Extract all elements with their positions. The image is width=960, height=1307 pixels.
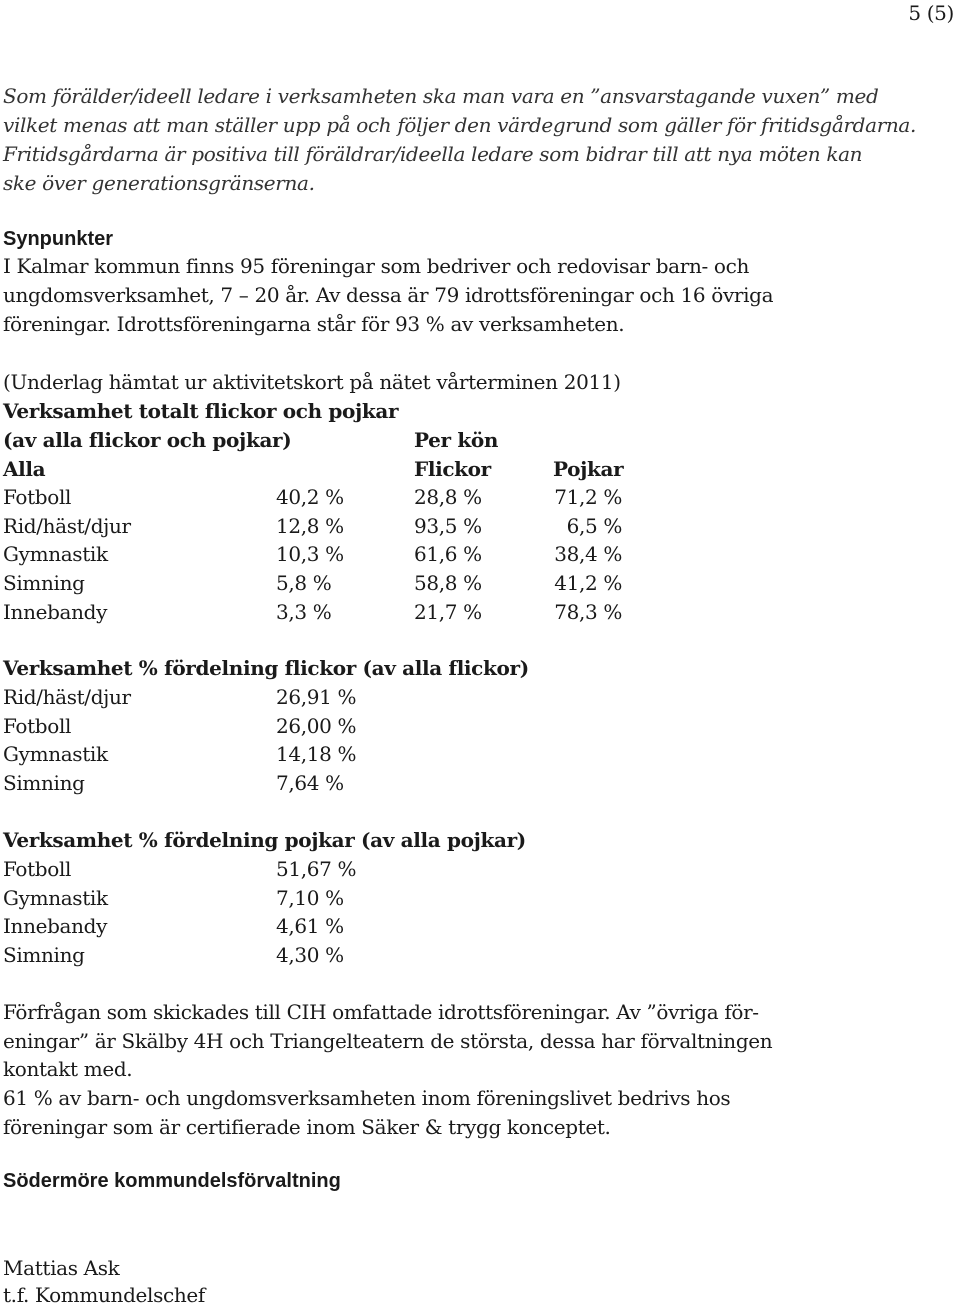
activity-cell: Fotboll (3, 485, 72, 509)
activity-cell: Gymnastik (3, 886, 108, 910)
activity-cell: Innebandy (3, 914, 108, 938)
pojkar-cell: 71,2 % (554, 485, 622, 509)
table-girls-title: Verksamhet % fördelning flickor (av alla flickor) (3, 656, 529, 680)
value-cell: 26,00 % (276, 714, 357, 738)
value-cell: 7,10 % (276, 886, 344, 910)
activity-cell: Simning (3, 943, 85, 967)
pojkar-cell: 41,2 % (554, 571, 622, 595)
table-boys-title: Verksamhet % fördelning pojkar (av alla pojkar) (3, 828, 526, 852)
closing-line: eningar” är Skälby 4H och Triangelteatern de största, dessa har förvaltningen (3, 1029, 773, 1053)
flickor-cell: 21,7 % (414, 600, 482, 624)
activity-cell: Fotboll (3, 714, 72, 738)
activity-cell: Gymnastik (3, 542, 108, 566)
per-kon-label: Per kön (414, 428, 499, 452)
alla-cell: 3,3 % (276, 600, 332, 624)
value-cell: 4,61 % (276, 914, 344, 938)
synpunkter-line: föreningar. Idrottsföreningarna står för 93 % av verksamheten. (3, 312, 625, 336)
alla-cell: 10,3 % (276, 542, 344, 566)
intro-line: Fritidsgårdarna är positiva till föräldrar/ideella ledare som bidrar till att nya möten kan (3, 142, 863, 166)
intro-line: ske över generationsgränserna. (3, 171, 315, 195)
activity-cell: Rid/häst/djur (3, 514, 131, 538)
closing-line: föreningar som är certifierade inom Säker & trygg konceptet. (3, 1115, 611, 1139)
closing-line: 61 % av barn- och ungdomsverksamheten inom föreningslivet bedrivs hos (3, 1086, 731, 1110)
flickor-cell: 93,5 % (414, 514, 482, 538)
column-header-pojkar: Pojkar (553, 457, 624, 481)
source-note: (Underlag hämtat ur aktivitetskort på nätet vårterminen 2011) (3, 370, 621, 394)
closing-line: kontakt med. (3, 1057, 133, 1081)
value-cell: 4,30 % (276, 943, 344, 967)
column-header-alla: Alla (3, 457, 46, 481)
value-cell: 51,67 % (276, 857, 357, 881)
synpunkter-heading: Synpunkter (3, 228, 114, 250)
synpunkter-line: ungdomsverksamhet, 7 – 20 år. Av dessa är 79 idrottsföreningar och 16 övriga (3, 283, 774, 307)
flickor-cell: 28,8 % (414, 485, 482, 509)
pojkar-cell: 38,4 % (554, 542, 622, 566)
activity-cell: Fotboll (3, 857, 72, 881)
value-cell: 7,64 % (276, 771, 344, 795)
value-cell: 26,91 % (276, 685, 357, 709)
activity-cell: Innebandy (3, 600, 108, 624)
alla-cell: 40,2 % (276, 485, 344, 509)
signature-title: t.f. Kommundelschef (3, 1283, 205, 1307)
synpunkter-line: I Kalmar kommun finns 95 föreningar som bedriver och redovisar barn- och (3, 254, 749, 278)
table-total-subtitle: (av alla flickor och pojkar) (3, 428, 292, 452)
activity-cell: Rid/häst/djur (3, 685, 131, 709)
page-number: 5 (5) (908, 1, 954, 25)
signature-name: Mattias Ask (3, 1256, 120, 1280)
alla-cell: 5,8 % (276, 571, 332, 595)
pojkar-cell: 6,5 % (566, 514, 622, 538)
value-cell: 14,18 % (276, 742, 357, 766)
intro-line: vilket menas att man ställer upp på och följer den värdegrund som gäller för fritidsgårdarna. (3, 113, 917, 137)
closing-line: Förfrågan som skickades till CIH omfattade idrottsföreningar. Av ”övriga för- (3, 1000, 759, 1024)
activity-cell: Simning (3, 571, 85, 595)
activity-cell: Gymnastik (3, 742, 108, 766)
table-total-title: Verksamhet totalt flickor och pojkar (3, 399, 399, 423)
alla-cell: 12,8 % (276, 514, 344, 538)
column-header-flickor: Flickor (414, 457, 491, 481)
department-heading: Södermöre kommundelsförvaltning (3, 1170, 341, 1192)
intro-line: Som förälder/ideell ledare i verksamheten ska man vara en ”ansvarstagande vuxen” med (3, 84, 879, 108)
flickor-cell: 61,6 % (414, 542, 482, 566)
flickor-cell: 58,8 % (414, 571, 482, 595)
activity-cell: Simning (3, 771, 85, 795)
pojkar-cell: 78,3 % (554, 600, 622, 624)
